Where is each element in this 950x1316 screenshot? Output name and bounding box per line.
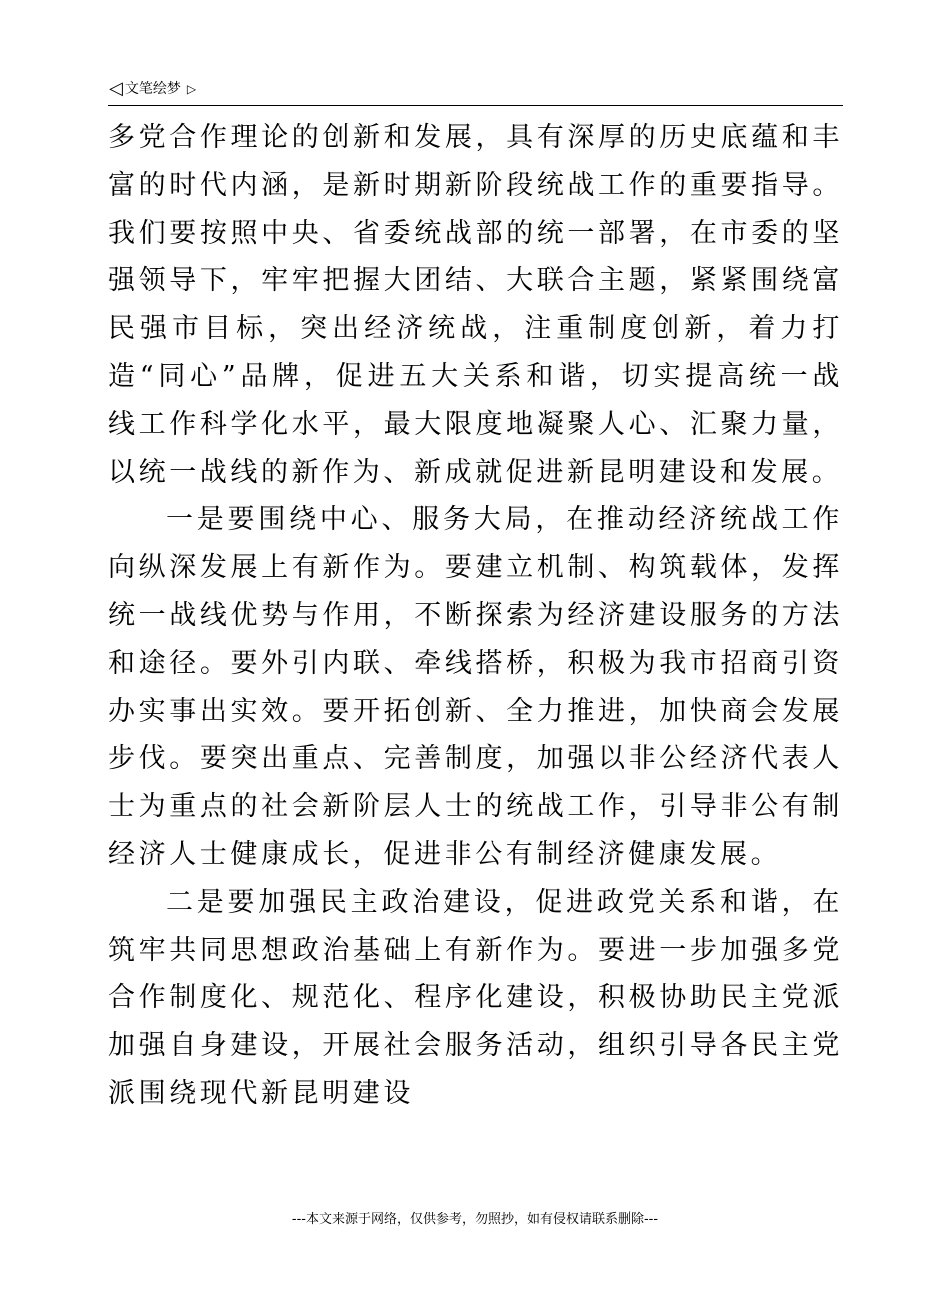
footer-disclaimer: ---本文来源于网络，仅供参考，勿照抄，如有侵权请联系删除--- — [291, 1212, 659, 1227]
paragraph-point-two: 二是要加强民主政治建设，促进政党关系和谐，在筑牢共同思想政治基础上有新作为。要进一步加强多党合作制度化、规范化、程序化建设，积极协助民主党派加强自身建设，开展社会服务活动，组织引导各民主党派围绕现代新昆明建设 — [108, 886, 843, 1109]
paragraph-point-one: 一是要围绕中心、服务大局，在推动经济统战工作向纵深发展上有新作为。要建立机制、构筑载体，发挥统一战线优势与作用，不断探索为经济建设服务的方法和途径。要外引内联、牵线搭桥，积极为我市招商引资办实事出实效。要开拓创新、全力推进，加快商会发展步伐。要突出重点、完善制度，加强以非公经济代表人士为重点的社会新阶层人士的统战工作，引导非公有制经济人士健康成长，促进非公有制经济健康发展。 — [108, 504, 843, 870]
header-title: 文笔绘梦 — [124, 81, 181, 97]
running-header — [109, 78, 196, 100]
header-rule — [108, 105, 843, 106]
paragraph-continued: 多党合作理论的创新和发展，具有深厚的历史底蕴和丰富的时代内涵，是新时期新阶段统战工作的重要指导。我们要按照中央、省委统战部的统一部署，在市委的坚强领导下，牢牢把握大团结、大联合主题，紧紧围绕富民强市目标，突出经济统战，注重制度创新，着力打造“同心”品牌，促进五大关系和谐，切实提高统一战线工作科学化水平，最大限度地凝聚人心、汇聚力量，以统一战线的新作为、新成就促进新昆明建设和发展。 — [108, 122, 843, 488]
triangle-right-icon: ▷ — [186, 82, 197, 96]
triangle-left-icon: ◁ — [109, 78, 123, 99]
document-body — [108, 114, 843, 1118]
